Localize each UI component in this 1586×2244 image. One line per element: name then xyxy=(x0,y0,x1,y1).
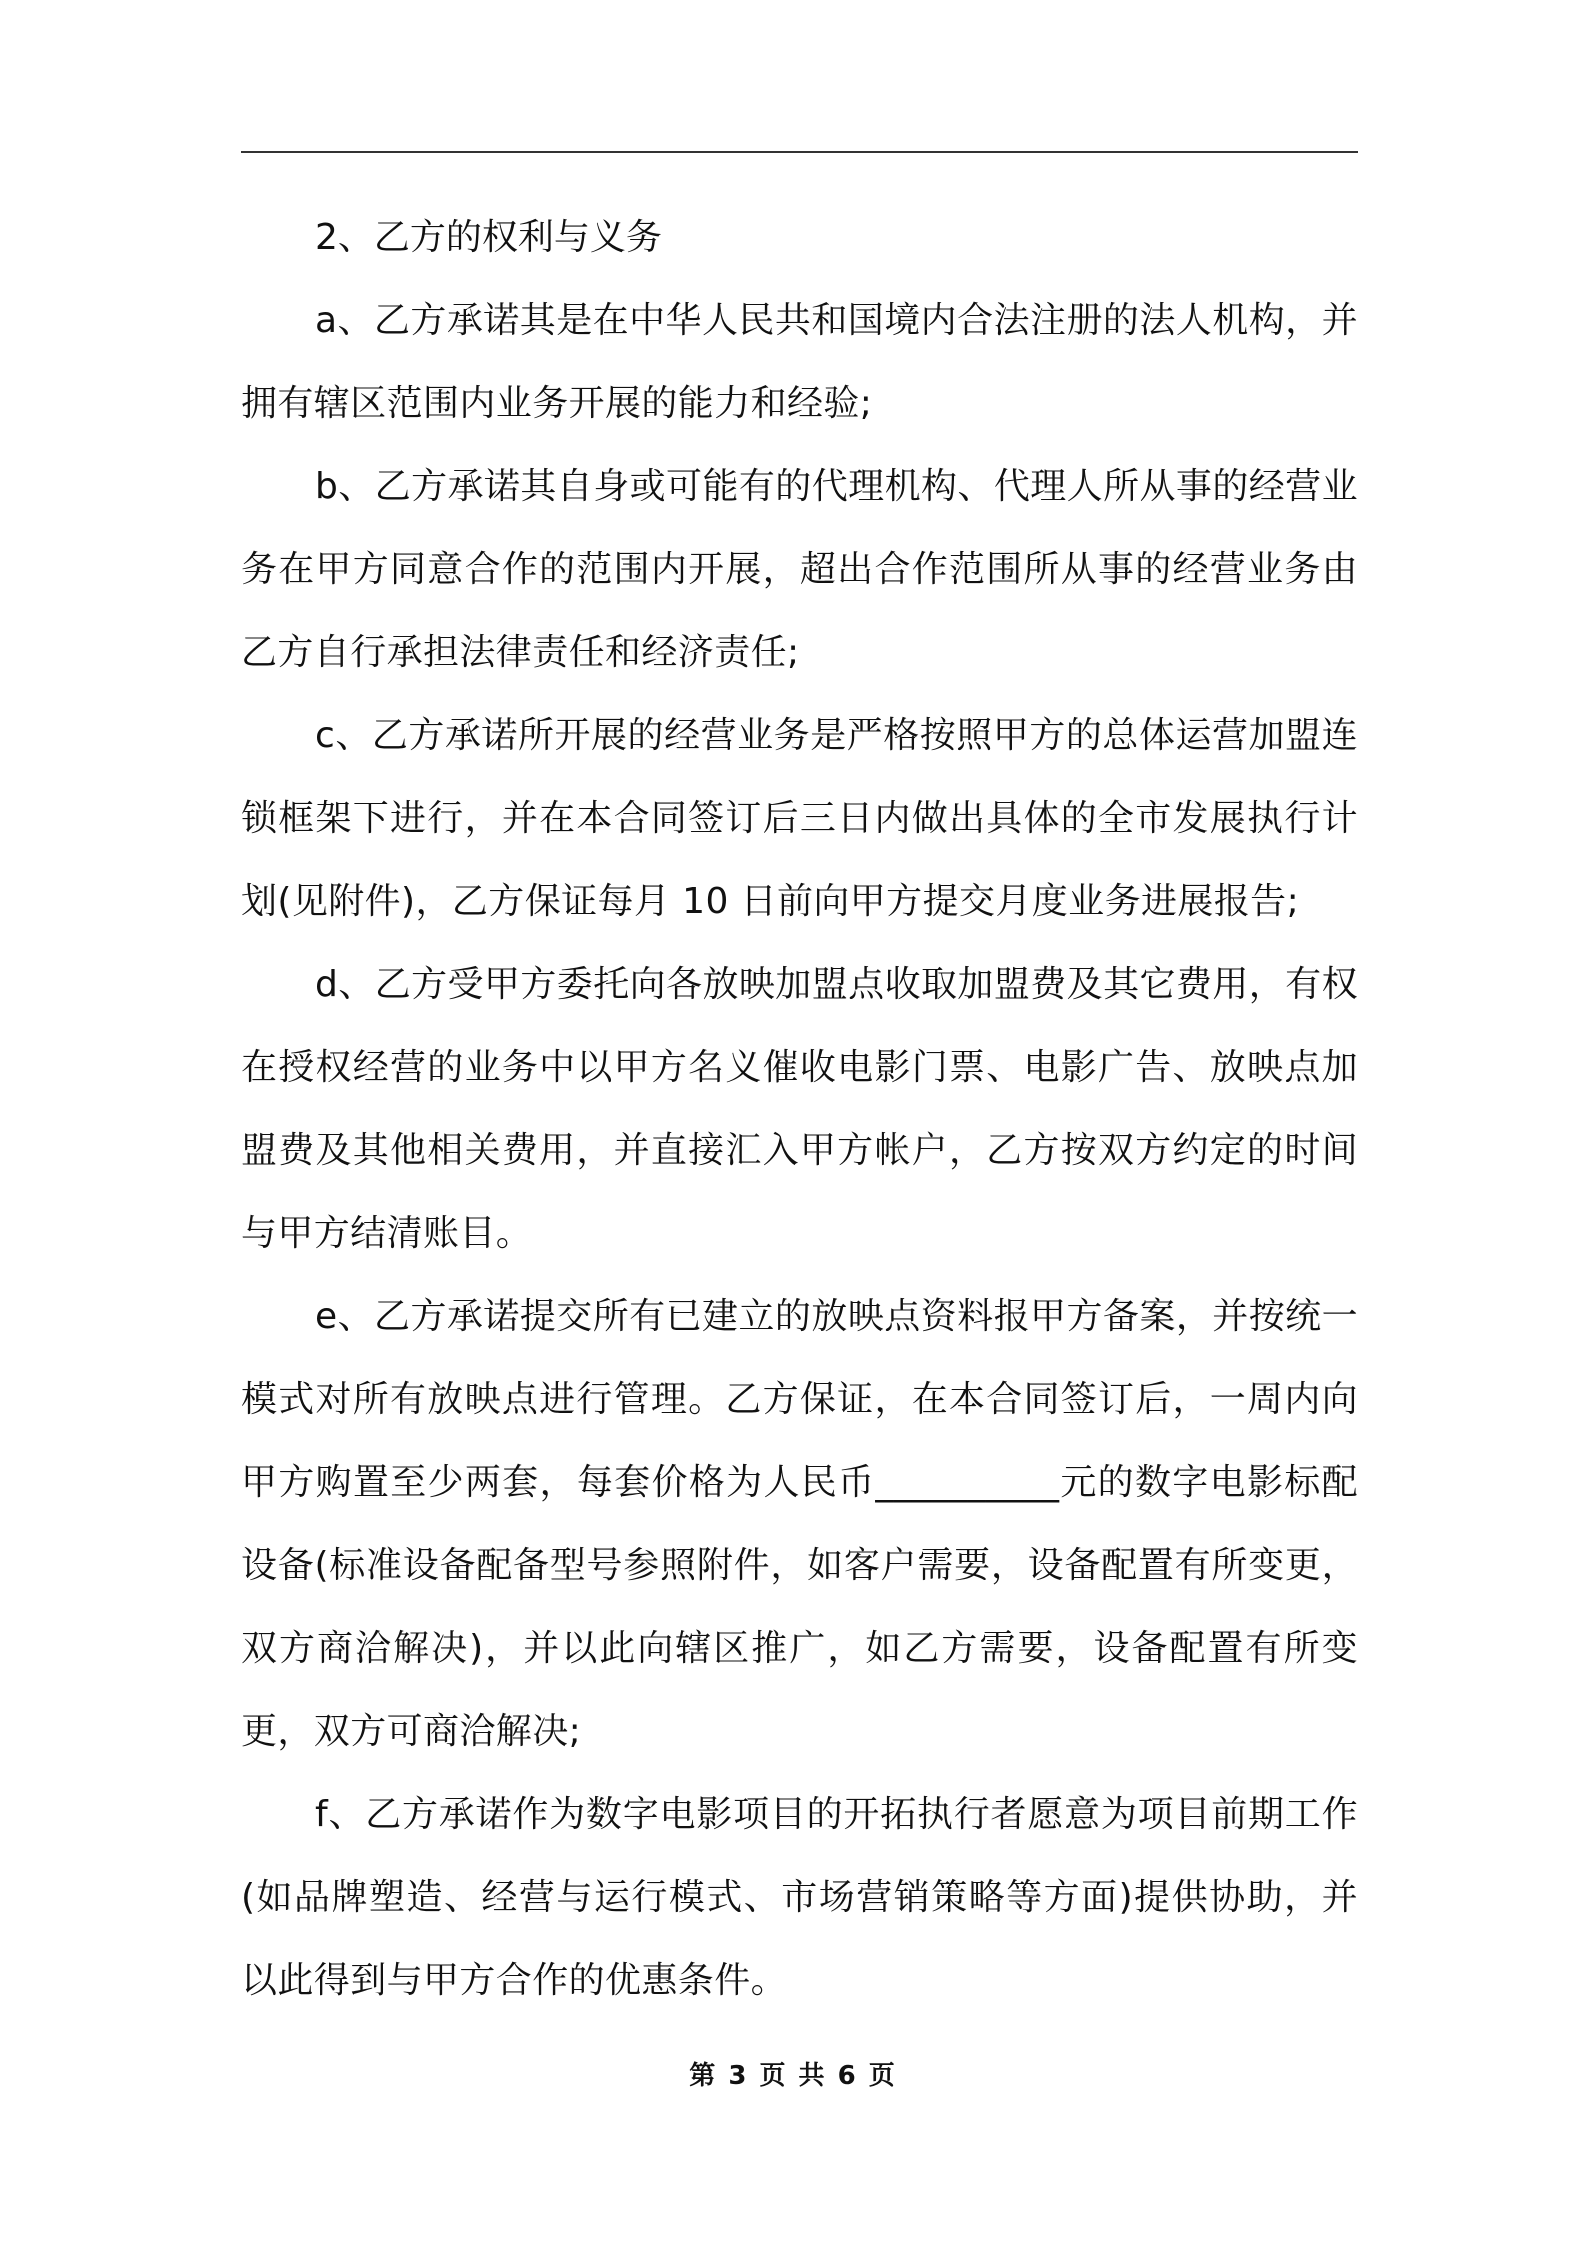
clause-b: b、乙方承诺其自身或可能有的代理机构、代理人所从事的经营业务在甲方同意合作的范围内开展，超出合作范围所从事的经营业务由乙方自行承担法律责任和经济责任; xyxy=(241,466,1358,673)
page-number: 第 3 页 共 6 页 xyxy=(689,2061,897,2091)
section-heading: 2、乙方的权利与义务 xyxy=(315,217,662,258)
document-body xyxy=(241,196,1358,2022)
header-divider xyxy=(241,151,1358,153)
clause-f: f、乙方承诺作为数字电影项目的开拓执行者愿意为项目前期工作(如品牌塑造、经营与运行模式、市场营销策略等方面)提供协助，并以此得到与甲方合作的优惠条件。 xyxy=(241,1794,1358,2001)
clause-a: a、乙方承诺其是在中华人民共和国境内合法注册的法人机构，并拥有辖区范围内业务开展的能力和经验; xyxy=(241,300,1358,424)
clause-c: c、乙方承诺所开展的经营业务是严格按照甲方的总体运营加盟连锁框架下进行，并在本合同签订后三日内做出具体的全市发展执行计划(见附件)，乙方保证每月 10 日前向甲方提交月度业务进展报告; xyxy=(241,715,1358,922)
clause-e: e、乙方承诺提交所有已建立的放映点资料报甲方备案，并按统一模式对所有放映点进行管理。乙方保证，在本合同签订后，一周内向甲方购置至少两套，每套价格为人民币__________元的数字电影标配设备(标准设备配备型号参照附件，如客户需要，设备配置有所变更，双方商洽解决)，并以此向辖区推广，如乙方需要，设备配置有所变更，双方可商洽解决; xyxy=(241,1296,1358,1752)
clause-d: d、乙方受甲方委托向各放映加盟点收取加盟费及其它费用，有权在授权经营的业务中以甲方名义催收电影门票、电影广告、放映点加盟费及其他相关费用，并直接汇入甲方帐户，乙方按双方约定的时间与甲方结清账目。 xyxy=(241,964,1358,1254)
